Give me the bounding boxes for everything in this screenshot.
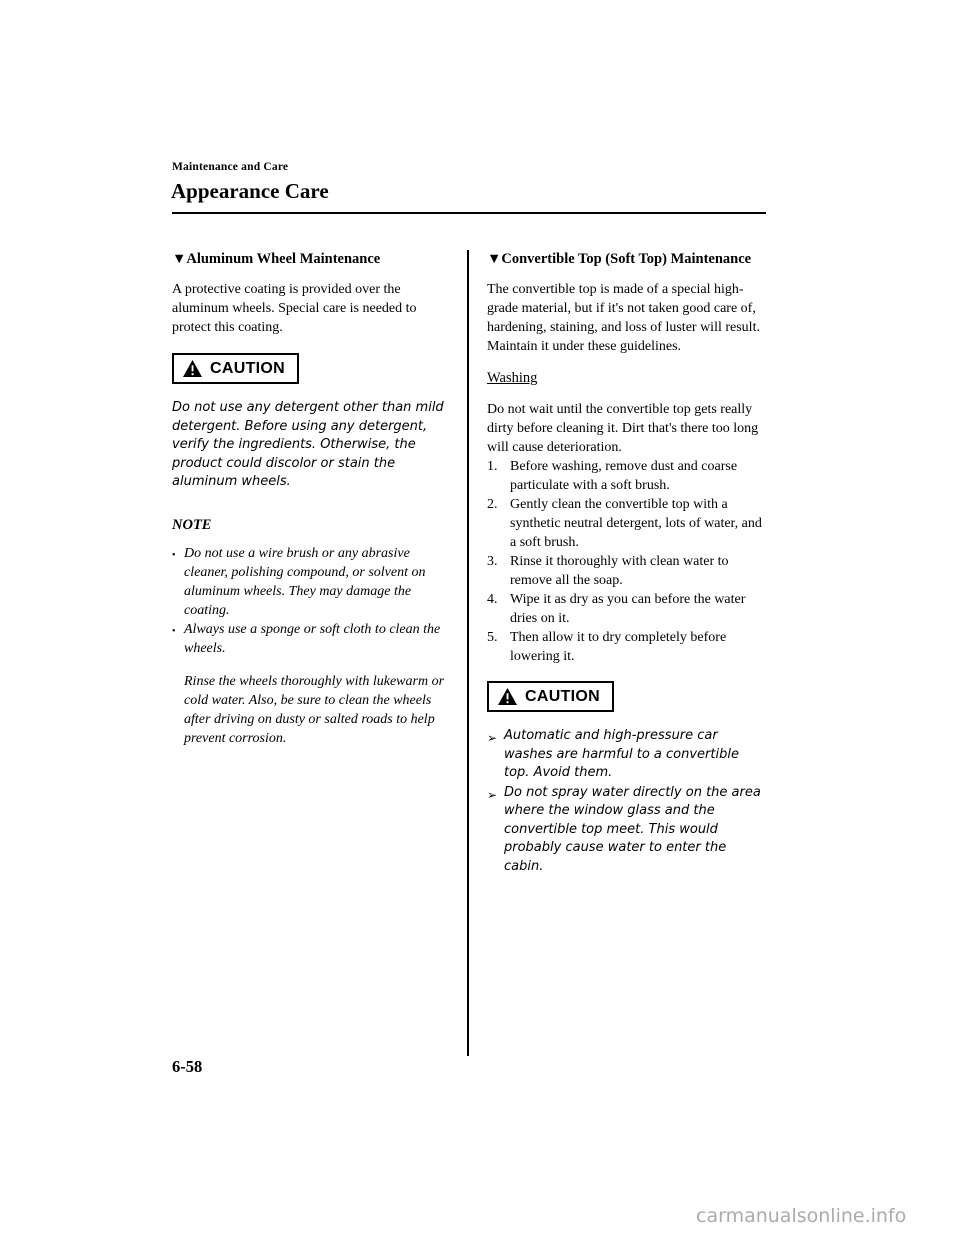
note-label: NOTE bbox=[172, 516, 212, 533]
note-item-text: Always use a sponge or soft cloth to clean the wheels. bbox=[184, 621, 441, 656]
caution-label: CAUTION bbox=[210, 360, 285, 377]
arrow-icon: ➢ bbox=[487, 731, 498, 745]
step-number: 4. bbox=[487, 592, 498, 607]
warning-icon bbox=[498, 688, 517, 705]
numbered-step bbox=[487, 495, 768, 552]
numbered-step bbox=[487, 457, 768, 495]
header-rule bbox=[172, 212, 766, 214]
caution-label: CAUTION bbox=[525, 688, 600, 705]
section-title-text: Aluminum Wheel Maintenance bbox=[186, 251, 381, 267]
page-number: 6-58 bbox=[172, 1057, 203, 1076]
column-divider bbox=[467, 250, 469, 1056]
bullet-icon: • bbox=[172, 549, 176, 561]
intro-paragraph: A protective coating is provided over the aluminum wheels. Special care is needed to protect this coating. bbox=[172, 282, 417, 335]
note-continuation: Rinse the wheels thoroughly with lukewarm or cold water. Also, be sure to clean the wheels after driving on dusty or salted roads to help prevent corrosion. bbox=[184, 673, 445, 746]
section-title bbox=[172, 250, 448, 269]
numbered-step bbox=[487, 590, 768, 628]
note-item-text: Do not use a wire brush or any abrasive cleaner, polishing compound, or solvent on aluminum wheels. They may damage the coating. bbox=[184, 545, 426, 618]
triangle-marker-icon: ▼ bbox=[172, 251, 187, 267]
step-text: Gently clean the convertible top with a synthetic neutral detergent, lots of water, and a soft brush. bbox=[510, 497, 762, 550]
warning-icon bbox=[183, 360, 202, 377]
step-text: Before washing, remove dust and coarse particulate with a soft brush. bbox=[510, 459, 738, 493]
section-aluminum-wheel bbox=[172, 250, 448, 762]
caution-box bbox=[487, 681, 614, 712]
arrow-icon: ➢ bbox=[487, 787, 498, 802]
page-title: Appearance Care bbox=[171, 179, 329, 203]
caution-item bbox=[487, 727, 768, 783]
section-title bbox=[487, 250, 768, 269]
section-convertible-top bbox=[487, 250, 768, 877]
note-item bbox=[172, 544, 448, 620]
triangle-marker-icon: ▼ bbox=[487, 251, 502, 267]
washing-heading: Washing bbox=[487, 370, 538, 386]
note-item bbox=[172, 620, 448, 658]
caution-item-text: Do not spray water directly on the area where the window glass and the convertible top meet. This would probably cause water to enter the cabin. bbox=[504, 784, 761, 874]
step-number: 5. bbox=[487, 630, 498, 645]
section-title-text: Convertible Top (Soft Top) Maintenance bbox=[501, 251, 752, 267]
caution-item-text: Automatic and high-pressure car washes are harmful to a convertible top. Avoid them. bbox=[504, 728, 739, 780]
step-number: 3. bbox=[487, 554, 498, 569]
caution-item bbox=[487, 784, 768, 877]
breadcrumb: Maintenance and Care bbox=[172, 161, 289, 173]
washing-intro: Do not wait until the convertible top gets really dirty before cleaning it. Dirt that's there too long will cause deterioration. bbox=[487, 402, 759, 455]
step-text: Rinse it thoroughly with clean water to remove all the soap. bbox=[510, 554, 729, 588]
step-text: Then allow it to dry completely before lowering it. bbox=[510, 630, 727, 664]
numbered-step bbox=[487, 552, 768, 590]
watermark: carmanualsonline.info bbox=[696, 1205, 907, 1227]
numbered-step bbox=[487, 628, 768, 666]
step-text: Wipe it as dry as you can before the water dries on it. bbox=[510, 592, 746, 626]
caution-box bbox=[172, 353, 299, 384]
step-number: 1. bbox=[487, 459, 498, 474]
bullet-icon: • bbox=[172, 625, 176, 637]
intro-paragraph: The convertible top is made of a special high-grade material, but if it's not taken good care of, hardening, staining, and loss of luster will result. Maintain it under these guidelines. bbox=[487, 282, 760, 354]
caution-text: Do not use any detergent other than mild detergent. Before using any detergent, verify the ingredients. Otherwise, the product could discolor or stain the aluminum wheels. bbox=[172, 400, 444, 489]
step-number: 2. bbox=[487, 497, 498, 512]
